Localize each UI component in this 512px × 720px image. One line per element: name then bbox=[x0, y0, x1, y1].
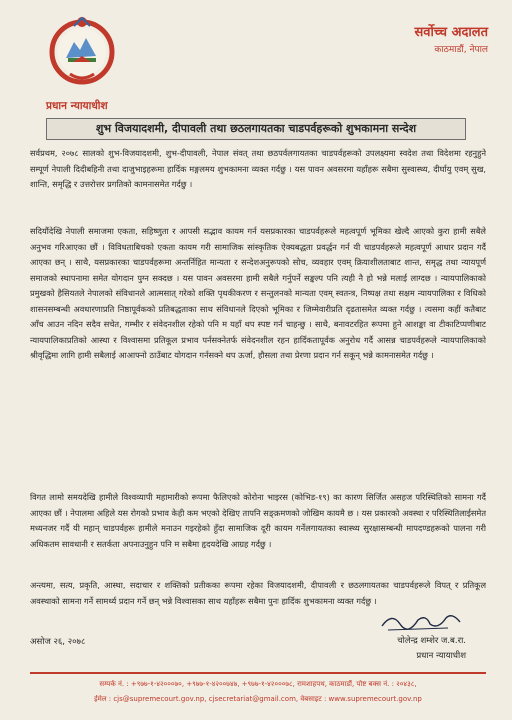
signer-title: प्रधान न्यायाधीश bbox=[416, 651, 466, 661]
letter-date: असोज २६, २०७८ bbox=[30, 637, 86, 647]
subject-heading: शुभ विजयादशमी, दीपावली तथा छठलगायतका चाडपर्वहरूको शुभकामना सन्देश bbox=[46, 118, 466, 140]
paragraph-unity: सदियौंदेखि नेपाली समाजमा एकता, सहिष्णुता र आपसी सद्भाव कायम गर्न यसप्रकारका चाडपर्वहरूले महत्वपूर्ण भूमिका खेल्दै आएको कुरा हामी सबैले अनुभव गरिआएका छौं । विविधताबिचको एकता कायम गरी सामाजिक सांस्कृतिक ऐक्यबद्धता प्रवर्द्धन गर्न यी चाडपर्वहरूले महत्वपूर्ण आधार प्रदान गर्दै आएका छन् । साथै, यसप्रकारका चाडपर्वहरूमा अन्तर्निहित मान्यता र सन्देशअनुरूपको सोच, व्यवहार एवम् क्रियाशीलताबाट शान्त, समृद्ध तथा न्यायपूर्ण समाजको स्थापनामा समेत योगदान पुग्न सक्दछ । यस पावन अवसरमा हामी सबैले गर्नुपर्ने सङ्कल्प पनि त्यही नै हो भन्ने मलाई लाग्दछ । न्यायपालिकाको प्रमुखको हैसियतले नेपालको संविधानले आत्मसात् गरेको शक्ति पृथकीकरण र सन्तुलनको मान्यता एवम् स्वतन्त्र, निष्पक्ष तथा सक्षम न्यायपालिका र विधिको शासनसम्बन्धी अवधारणाप्रति निष्ठापूर्वकको प्रतिबद्धताका साथ संविधानले दिएको भूमिका र जिम्मेवारीप्रति दृढतासमेत व्यक्त गर्दछु । त्यसमा कहीं कतैबाट आँच आउन नदिन सदैव सचेत, गम्भीर र संवेदनशील रहेको पनि म यहाँ थप स्पष्ट गर्न चाहन्छु । साथै, बनावटरहित रूपमा हुने आशङ्का वा टीकाटिप्पणीबाट न्यायपालिकाप्रतिको आस्था र विश्वासमा प्रतिकूल प्रभाव पर्नसक्नेतर्फ संवेदनशील रहन हार्दिकतापूर्वक अनुरोध गर्दै आसन्न चाडपर्वहरूले न्यायपालिकाको श्रीवृद्धिमा लागि हामी सबैलाई आआफ्नो ठाउँबाट योगदान गर्नसक्ने थप ऊर्जा, हौसला तथा प्रेरणा प्रदान गर्न सकून् भन्ने कामनासमेत गर्दछु । bbox=[30, 226, 486, 360]
handwritten-signature bbox=[378, 608, 468, 634]
court-location: काठमाडौं, नेपाल bbox=[434, 45, 488, 55]
nepal-emblem-icon bbox=[44, 12, 120, 88]
paragraph-greeting: सर्वप्रथम, २०७८ सालको शुभ-विजयादशमी, शुभ-दीपावली, नेपाल संवत् तथा छठपर्वलगायतका चाडपर्वहरूको उपलक्ष्यमा स्वदेश तथा विदेशमा रहनुहुने सम्पूर्ण नेपाली दिदीबहिनी तथा दाजुभाइहरूमा हार्दिक मङ्गलमय शुभकामना व्यक्त गर्दछु । यस पावन अवसरमा यहाँहरू सबैमा सुस्वास्थ्य, दीर्घायु एवम् सुख, शान्ति, समृद्धि र उत्तरोत्तर प्रगतिको कामनासमेत गर्दछु । bbox=[30, 148, 486, 189]
paragraph-closing: अन्त्यमा, सत्य, प्रकृति, आस्था, सदाचार र शक्तिको प्रतीकका रूपमा रहेका विजयादशमी, दीपावली र छठलगायतका चाडपर्वहरूले विपत् र प्रतिकूल अवस्थाको सामना गर्ने सामर्थ्य प्रदान गर्ने छन् भन्ने विश्वासका साथ यहाँहरू सबैमा पुनः हार्दिक शुभकामना व्यक्त गर्दछु । bbox=[30, 580, 486, 606]
court-name: सर्वोच्च अदालत bbox=[414, 25, 488, 40]
office-title: प्रधान न्यायाधीश bbox=[46, 100, 108, 112]
paragraph-covid: विगत लामो समयदेखि हामीले विश्वव्यापी महामारीको रूपमा फैलिएको कोरोना भाइरस (कोभिड-१९) का कारण सिर्जित असहज परिस्थितिको सामना गर्दै आएका छौं । नेपालमा अहिले यस रोगको प्रभाव केही कम भएको देखिए तापनि सङ्क्रमणको जोखिम कायमै छ । यस प्रकारको अवस्था र परिस्थितिलाईसमेत मध्यनजर गर्दै यी महान् चाडपर्वहरू हामीले मनाउन गइरहेको हुँदा सामाजिक दूरी कायम गर्नेलगायतका स्वास्थ्य सुरक्षासम्बन्धी मापदण्डहरूको पालना गरी अधिकतम सावधानी र सतर्कता अपनाउनुहुन पनि म सबैमा हृदयदेखि आग्रह गर्दछु । bbox=[30, 492, 486, 549]
footer-divider bbox=[30, 672, 486, 674]
signer-name: चोलेन्द्र शम्शेर ज.ब.रा. bbox=[397, 636, 466, 646]
footer-email-website: ईमेल : cjs@supremecourt.gov.np, cjsecretariat@gmail.com, वेबसाइट : www.supremecourt.gov.np bbox=[94, 695, 422, 703]
footer-contact: सम्पर्क नं. : +९७७-१-४२०००७०, +९७७-१-४२००७४७, +९७७-१-४२०००७८, रामशाहपथ, काठमाडौं, पोष्ट बक्स नं. : २०४३८, bbox=[99, 680, 417, 688]
